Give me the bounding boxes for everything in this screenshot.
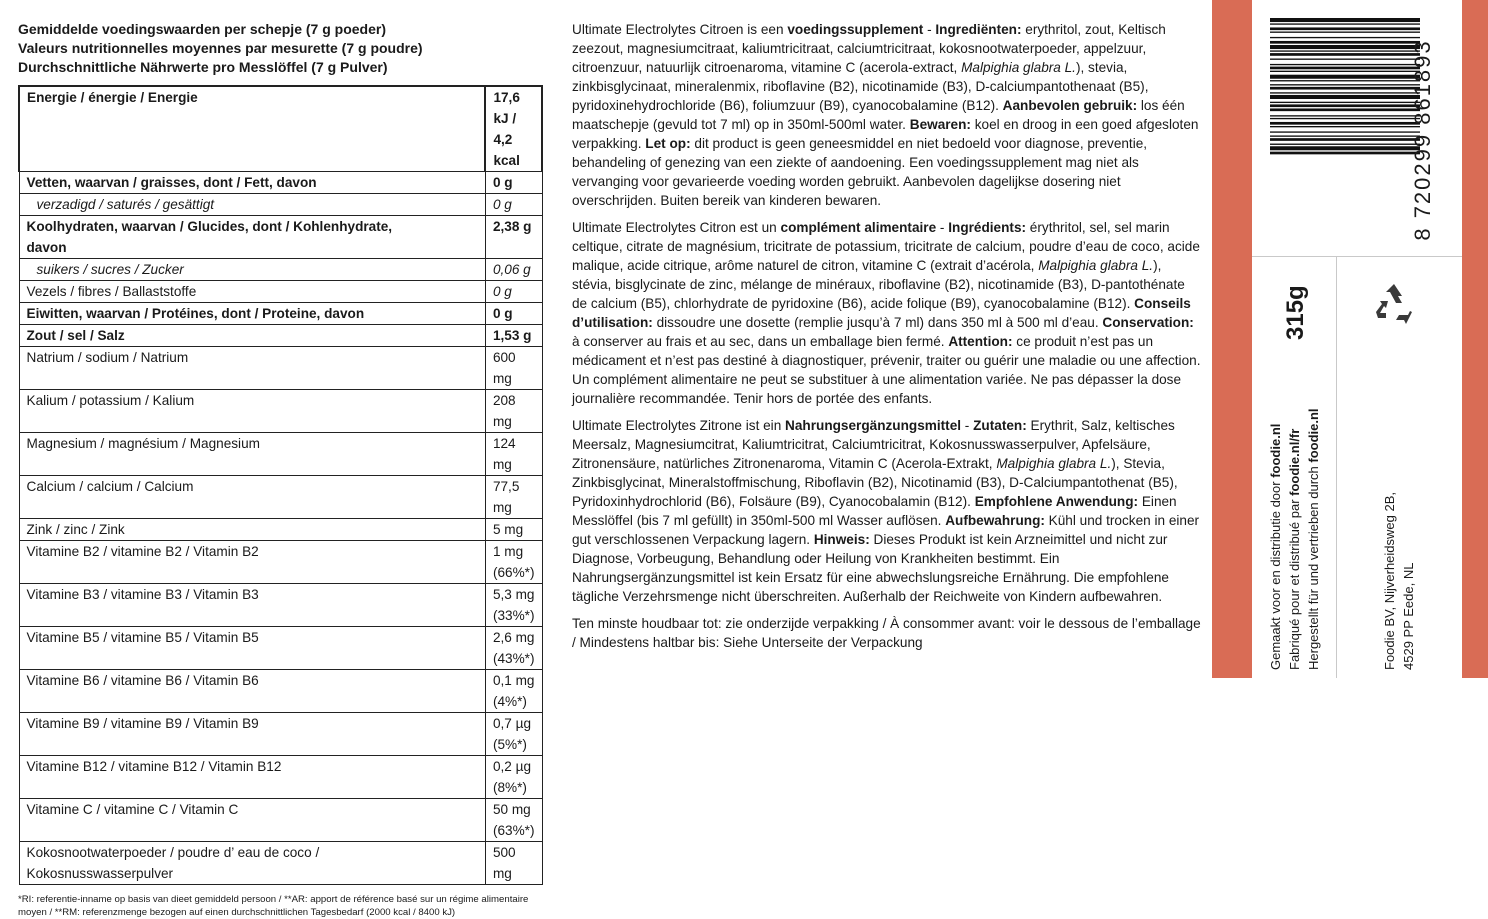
nutrition-section xyxy=(18,20,543,919)
table-row xyxy=(19,194,542,216)
table-row xyxy=(19,390,542,433)
row-label: Natrium / sodium / Natrium xyxy=(19,347,485,390)
row-label: Vitamine C / vitamine C / Vitamin C xyxy=(19,799,485,842)
row-label: Zink / zinc / Zink xyxy=(19,519,485,541)
row-label: Energie / énergie / Energie xyxy=(19,86,485,172)
barcode-bar xyxy=(1270,122,1420,125)
made-by-line-de: Hergestellt für und vertrieben durch foodie.nl xyxy=(1306,408,1321,670)
barcode-bar xyxy=(1270,102,1420,103)
table-row xyxy=(19,172,542,194)
row-label: Vetten, waarvan / graisses, dont / Fett, davon xyxy=(19,172,485,194)
foodie-link[interactable]: foodie.nl xyxy=(1306,408,1321,463)
row-label: Eiwitten, waarvan / Protéines, dont / Proteine, davon xyxy=(19,303,485,325)
row-value: 0 g xyxy=(485,172,542,194)
row-value: 1 mg (66%*) xyxy=(485,541,542,584)
barcode-bar xyxy=(1270,45,1420,49)
divider xyxy=(1336,256,1337,678)
address-block xyxy=(1380,492,1418,670)
nutrition-header-nl: Gemiddelde voedingswaarden per schepje (7 g poeder) xyxy=(18,21,386,37)
barcode-bar xyxy=(1270,64,1420,65)
row-value: 1,53 g xyxy=(485,325,542,347)
row-label: Vitamine B12 / vitamine B12 / Vitamin B12 xyxy=(19,756,485,799)
foodie-link[interactable]: foodie.nl/fr xyxy=(1287,428,1302,496)
row-label: Vitamine B6 / vitamine B6 / Vitamin B6 xyxy=(19,670,485,713)
barcode-bar xyxy=(1270,59,1420,60)
made-by-line-nl: Gemaakt voor en distributie door foodie.nl xyxy=(1268,423,1283,670)
barcode-bar xyxy=(1270,104,1420,107)
barcode-bar xyxy=(1270,138,1420,141)
table-row xyxy=(19,799,542,842)
barcode-bar xyxy=(1270,27,1420,30)
nutrition-table xyxy=(18,85,543,885)
table-row xyxy=(19,541,542,584)
barcode-bar xyxy=(1270,75,1420,79)
nutrition-footnote: *RI: referentie-inname op basis van dieet gemiddeld persoon / **AR: apport de référence basé sur un régime alimentaire moyen / **RM: referenzmenge bezogen auf einen durchschnittlichen Tagesbedarf (2000 kcal / 8400 kJ) xyxy=(18,894,529,918)
row-value: 0,1 mg (4%*) xyxy=(485,670,542,713)
barcode-bar xyxy=(1270,80,1420,81)
row-value: 0 g xyxy=(485,194,542,216)
nutrition-header-de: Durchschnittliche Nährwerte pro Messlöffel (7 g Pulver) xyxy=(18,59,388,75)
table-row xyxy=(19,433,542,476)
barcode-bar xyxy=(1270,32,1420,33)
barcode-bar xyxy=(1270,67,1420,70)
row-value: 5 mg xyxy=(485,519,542,541)
row-label: Magnesium / magnésium / Magnesium xyxy=(19,433,485,476)
row-value: 600 mg xyxy=(485,347,542,390)
divider xyxy=(1252,256,1462,257)
table-row xyxy=(19,86,542,172)
table-row xyxy=(19,842,542,885)
barcode-bar xyxy=(1270,146,1420,150)
best-before-text: Ten minste houdbaar tot: zie onderzijde verpakking / À consommer avant: voir le dessous de l’emballage / Mindestens haltbar bis: Siehe Unterseite der Verpackung xyxy=(572,616,1201,650)
table-row xyxy=(19,627,542,670)
table-row xyxy=(19,476,542,519)
barcode xyxy=(1270,14,1420,236)
row-value: 0 g xyxy=(485,303,542,325)
net-weight: 315g xyxy=(1282,285,1309,340)
row-label: verzadigd / saturés / gesättigt xyxy=(19,194,485,216)
row-value: 208 mg xyxy=(485,390,542,433)
row-value: 2,6 mg (43%*) xyxy=(485,627,542,670)
ingredients-section xyxy=(572,20,1202,660)
row-value: 124 mg xyxy=(485,433,542,476)
row-label: Vezels / fibres / Ballaststoffe xyxy=(19,281,485,303)
row-label: Vitamine B2 / vitamine B2 / Vitamin B2 xyxy=(19,541,485,584)
barcode-bar xyxy=(1270,152,1420,155)
row-value: 50 mg (63%*) xyxy=(485,799,542,842)
made-by-block xyxy=(1266,408,1323,670)
barcode-bar xyxy=(1270,71,1420,72)
foodie-link[interactable]: foodie.nl xyxy=(1268,423,1283,478)
barcode-bar xyxy=(1270,118,1420,119)
address-line: 4529 PP Eede, NL xyxy=(1401,562,1416,670)
barcode-bar xyxy=(1270,41,1420,44)
row-label: Koolhydraten, waarvan / Glucides, dont / Kohlenhydrate, davon xyxy=(19,216,485,259)
barcode-bar xyxy=(1270,37,1420,38)
row-label: Calcium / calcium / Calcium xyxy=(19,476,485,519)
nutrition-header-fr: Valeurs nutritionnelles moyennes par mesurette (7 g poudre) xyxy=(18,40,423,56)
barcode-bar xyxy=(1270,53,1420,56)
barcode-bar xyxy=(1270,23,1420,24)
barcode-bar xyxy=(1270,84,1420,85)
barcode-number: 8 720299 861893 xyxy=(1410,39,1435,241)
row-value: 0 g xyxy=(485,281,542,303)
barcode-bar xyxy=(1270,95,1420,99)
row-label: Kalium / potassium / Kalium xyxy=(19,390,485,433)
table-row xyxy=(19,713,542,756)
row-value: 0,06 g xyxy=(485,259,542,281)
table-row xyxy=(19,303,542,325)
table-row xyxy=(19,519,542,541)
row-label: Vitamine B3 / vitamine B3 / Vitamin B3 xyxy=(19,584,485,627)
barcode-bar xyxy=(1270,135,1420,136)
row-label: suikers / sucres / Zucker xyxy=(19,259,485,281)
barcode-bar xyxy=(1270,92,1420,93)
address-line: Foodie BV, Nijverheidsweg 2B, xyxy=(1382,491,1397,670)
table-row xyxy=(19,756,542,799)
made-by-line-fr: Fabriqué pour et distribué par foodie.nl/fr xyxy=(1287,428,1302,670)
barcode-bar xyxy=(1270,108,1420,111)
table-row xyxy=(19,670,542,713)
row-label: Vitamine B9 / vitamine B9 / Vitamin B9 xyxy=(19,713,485,756)
barcode-bar xyxy=(1270,50,1420,51)
row-value: 0,2 µg (8%*) xyxy=(485,756,542,799)
row-value: 17,6 kJ / 4,2 kcal xyxy=(485,86,542,172)
table-row xyxy=(19,259,542,281)
row-label: Kokosnootwaterpoeder / poudre d’ eau de coco / Kokosnusswasserpulver xyxy=(19,842,485,885)
row-label: Vitamine B5 / vitamine B5 / Vitamin B5 xyxy=(19,627,485,670)
row-label: Zout / sel / Salz xyxy=(19,325,485,347)
ingredients-nl: Ultimate Electrolytes Citroen is een voedingssupplement - Ingrediënten: erythritol, zout, Keltisch zeezout, magnesiumcitraat, kaliumtricitraat, calciumtricitraat, kokosnootwaterpoeder, appelzuur, citroenzuur, natuurlijk citroenaroma, vitamine C (acerola-extract, Malpighia glabra L.), stevia, zinkbisglycinaat, mineralenmix, riboflavine (B2), nicotinamide (B3), D-calciumpantothenaat (B5), pyridoxinehydrochloride (B6), foliumzuur (B9), cyanocobalamine (B12). Aanbevolen gebruik: los één maatschepje (gevuld tot 7 ml) op in 350ml-500ml water. Bewaren: koel en droog in een goed afgesloten verpakking. Let op: dit product is geen geneesmiddel en niet bedoeld voor diagnose, preventie, behandeling of genezing van een ziekte of aandoening. Een voedingssupplement mag niet als vervanging voor gevarieerde voeding worden gebruikt. Aanbevolen dagelijkse dosering niet overschrijden. Buiten bereik van kinderen bewaren. xyxy=(572,22,1199,208)
ingredients-de: Ultimate Electrolytes Zitrone ist ein Nahrungsergänzungsmittel - Zutaten: Erythrit, Salz, keltisches Meersalz, Magnesiumcitrat, Kaliumtricitrat, Calciumtricitrat, Kokosnusswasserpulver, Apfelsäure, Zitronensäure, natürliches Zitronenaroma, Vitamin C (Acerola-Extrakt, Malpighia glabra L.), Stevia, Zinkbisglycinat, Mineralstoffmischung, Riboflavin (B2), Nicotinamid (B3), D-Calciumpantothenat (B5), Pyridoxinhydrochlorid (B6), Folsäure (B9), Cyanocobalamin (B12). Empfohlene Anwendung: Einen Messlöffel (bis 7 ml gefüllt) in 350ml-500 ml Wasser auflösen. Aufbewahrung: Kühl und trocken in einer gut verschlossenen Verpackung lagern. Hinweis: Dieses Produkt ist kein Arzneimittel und nicht zur Diagnose, Vorbeugung, Behandlung oder Heilung von Krankheiten bestimmt. Ein Nahrungsergänzungsmittel ist kein Ersatz für eine abwechslungsreiche Ernährung. Die empfohlene tägliche Verzehrsmenge nicht überschreiten. Außerhalb der Reichweite von Kindern aufbewahren. xyxy=(572,418,1200,604)
barcode-bar xyxy=(1270,126,1420,127)
barcode-bar xyxy=(1270,131,1420,132)
table-row xyxy=(19,216,542,259)
recycle-icon xyxy=(1372,282,1416,328)
table-row xyxy=(19,584,542,627)
barcode-bar xyxy=(1270,144,1420,145)
barcode-bar xyxy=(1270,115,1420,116)
ingredients-fr: Ultimate Electrolytes Citron est un complément alimentaire - Ingrédients: érythritol, sel, sel marin celtique, citrate de magnésium, tricitrate de potassium, tricitrate de calcium, poudre d’eau de coco, acide malique, acide citrique, arôme naturel de citron, vitamine C (extrait d’acérola, Malpighia glabra L.), stévia, bisglycinate de zinc, mélange de minéraux, riboflavine (B2), nicotinamide (B3), D-pantothénate de calcium (B5), chlorhydrate de pyridoxine (B6), acide folique (B9), cyanocobalamine (B12). Conseils d’utilisation: dissoudre une dosette (remplie jusqu’à 7 ml) dans 350 ml à 500 ml d’eau. Conservation: à conserver au frais et au sec, dans un emballage bien fermé. Attention: ce produit n’est pas un médicament et n’est pas destiné à diagnostiquer, prévenir, traiter ou guérir une maladie ou une affection. Un complément alimentaire ne peut se substituer à une alimentation variée. Ne pas dépasser la dose journalière recommandée. Tenir hors de portée des enfants. xyxy=(572,220,1201,406)
row-value: 500 mg xyxy=(485,842,542,885)
table-row xyxy=(19,281,542,303)
row-value: 0,7 µg (5%*) xyxy=(485,713,542,756)
barcode-bar xyxy=(1270,87,1420,90)
table-row xyxy=(19,325,542,347)
barcode-bar xyxy=(1270,18,1420,22)
row-value: 2,38 g xyxy=(485,216,542,259)
row-value: 77,5 mg xyxy=(485,476,542,519)
table-row xyxy=(19,347,542,390)
row-value: 5,3 mg (33%*) xyxy=(485,584,542,627)
